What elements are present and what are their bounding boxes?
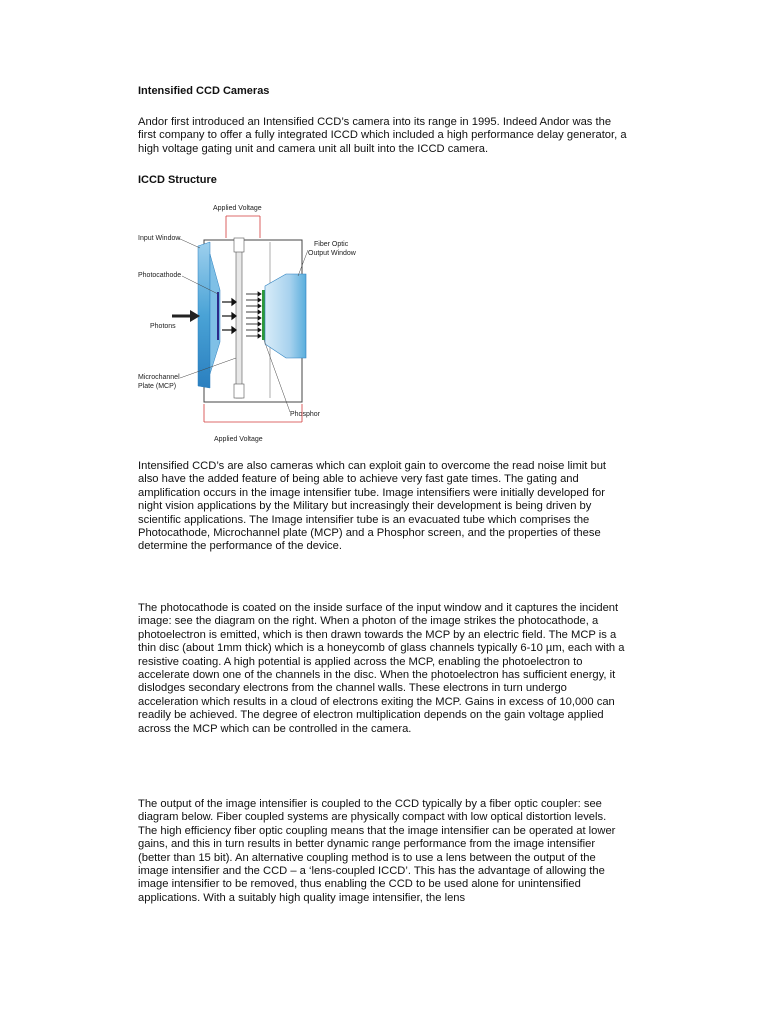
label-photons: Photons (150, 323, 176, 330)
intro-paragraph: Andor first introduced an Intensified CCD’s camera into its range in 1995. Indeed Andor was the first company to offer a fully integrated ICCD which included a high performance delay generator, a high voltage gating unit and camera unit all built into the ICCD camera. (138, 116, 627, 155)
section-heading: ICCD Structure (138, 174, 217, 186)
label-applied-voltage-bottom: Applied Voltage (214, 436, 263, 443)
iccd-diagram-svg (138, 198, 378, 448)
leader-input-window (178, 238, 200, 248)
paragraph-photocathode: The photocathode is coated on the inside surface of the input window and it captures the incident image: see the diagram on the right. When a photon of the image strikes the photocathode, a photoelectron is emitted, which is then drawn towards the MCP by an electric field. The MCP is a thin disc (about 1mm thick) which is a honeycomb of glass channels typically 6-10 µm, each with a resistive coating. A high potential is applied across the MCP, enabling the photoelectron to accelerate down one of the channels in the disc. When the photoelectron has sufficient energy, it dislodges secondary electrons from the channel walls. These electrons in turn undergo acceleration which results in a cloud of electrons exiting the MCP. Gains in excess of 10,000 can readily be achieved. The degree of electron multiplication depends on the gain voltage applied across the MCP which can be controlled in the camera. (138, 602, 625, 735)
label-input-window: Input Window (138, 235, 181, 242)
label-fiber-optic-1: Fiber Optic (314, 241, 349, 248)
mcp-bottom-mount (234, 384, 244, 398)
input-window-shape (198, 242, 210, 388)
label-applied-voltage-top: Applied Voltage (213, 205, 262, 212)
page-title: Intensified CCD Cameras (138, 85, 270, 97)
label-fiber-optic-2: Output Window (308, 250, 356, 257)
label-mcp-1: Microchannel (138, 374, 180, 381)
paragraph-output-coupling: The output of the image intensifier is coupled to the CCD typically by a fiber optic coupler: see diagram below. Fiber coupled systems are physically compact with low optical distortion levels. The high efficiency fiber optic coupling means that the image intensifier can be operated at lower gains, and this in turn results in better dynamic range performance from the image intensifier (better than 15 bit). An alternative coupling method is to use a lens between the output of the image intensifier and the CCD – a ‘lens-coupled ICCD’. This has the advantage of allowing the image intensifier to be removed, thus enabling the CCD to be used alone for unintensified applications. With a suitably high quality image intensifier, the lens (138, 798, 616, 904)
label-photocathode: Photocathode (138, 272, 182, 279)
label-mcp-2: Plate (MCP) (138, 383, 177, 390)
mcp-top-mount (234, 238, 244, 252)
iccd-structure-diagram (138, 198, 378, 448)
phosphor-screen (262, 290, 265, 340)
paragraph-intensified-ccd: Intensified CCD’s are also cameras which can exploit gain to overcome the read noise limit but also have the added feature of being able to achieve very fast gate times. The gating and amplification occurs in the image intensifier tube. Image intensifiers were initially developed for night vision applications by the Military but increasingly their development is being driven by scientific applications. The Image intensifier tube is an evacuated tube which comprises the Photocathode, Microchannel plate (MCP) and a Phosphor screen, and the properties of these determine the performance of the device. (138, 460, 607, 553)
label-phosphor: Phosphor (290, 411, 320, 418)
fiber-optic-output-window (265, 274, 306, 358)
mcp-plate (236, 248, 242, 398)
